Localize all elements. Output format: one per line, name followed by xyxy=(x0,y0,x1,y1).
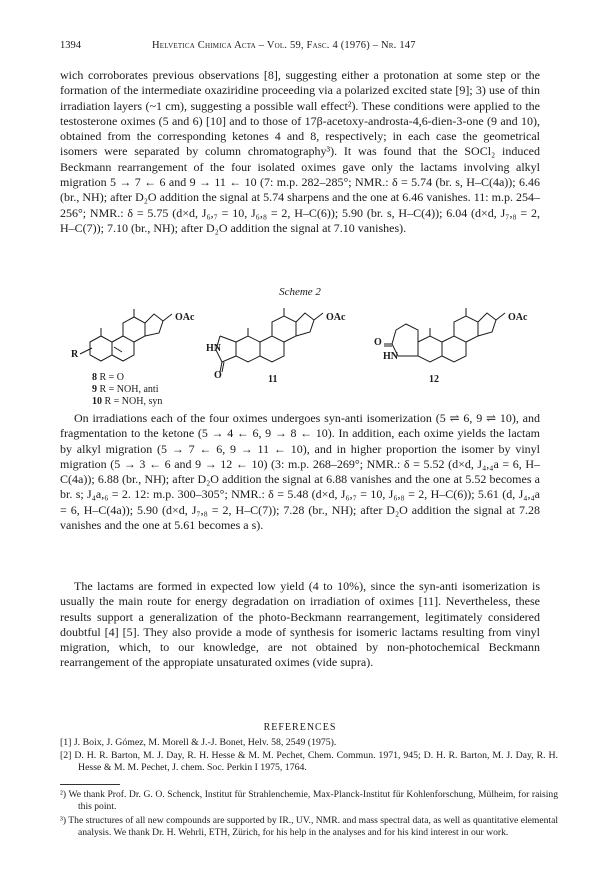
scheme-2-structures xyxy=(60,300,540,395)
lactam-structure-11 xyxy=(216,308,323,372)
compound-description: R = O xyxy=(99,372,125,383)
hn-label-12: HN xyxy=(383,351,398,362)
lactam-structure-12 xyxy=(384,308,505,362)
paragraph-2: On irradiations each of the four oximes undergoes syn-anti isomerization (5 ⇌ 6, 9 ⇌ 10), and fragmentation to the ketone (5 → 4 ← 6, 9 → 8 ← 10). In addition, each oxime yields the lactam by alkyl migration (5 → 7 ← 6, 9 → 11 ← 10), and in higher proportion the isomer by vinyl migration (5 → 3 ← 6 and 9 → 12 ← 10) (3: m.p. 268–269°; NMR.: δ = 5.52 (d×d, J₄,₄a = 6, H–C(4a)); 6.88 (br., NH); after D₂O addition the signal at 6.88 vanishes and the one at 5.52 becomes a br. s; J₄a,₆ = 2. 12: m.p. 300–305°; NMR.: δ = 5.48 (d×d, J₆,₇ = 10, J₆,₈ = 2, H–C(6)); 5.61 (d, J₄,₄a = 6, H–C(4a)); 5.90 (d×d, J₇,₈ = 2, H–C(7)); 7.28 (br., NH); after D₂O addition the signal at 7.28 vanishes and the one at 5.61 becomes a s). xyxy=(60,411,540,533)
paragraph-3: The lactams are formed in expected low yield (4 to 10%), since the syn-anti isomerization is usually the main route for energy degradation on irradiation of oximes [11]. Nevertheless, these results support a generalization of the photo-Beckmann rearrangement, legitimately considered doubtful [4] [5]. They also provide a mode of synthesis for isomeric lactams resulting from vinyl migration, which, to our knowledge, are not obtained by non-photochemical Beckmann rearrangement of the appropiate unsaturated oximes (vide supra). xyxy=(60,579,540,670)
scheme-title: Scheme 2 xyxy=(279,286,321,298)
hn-label-11: HN xyxy=(206,343,221,354)
oac-label-8: OAc xyxy=(175,312,195,323)
compound-description: R = NOH, anti xyxy=(99,384,159,395)
reference-1: [1] J. Boix, J. Gómez, M. Morell & J.-J. Bonet, Helv. 58, 2549 (1975). xyxy=(60,737,337,748)
page-number: 1394 xyxy=(60,40,81,51)
footnote-rule xyxy=(60,784,120,785)
compound-legend-8 xyxy=(92,372,124,383)
compound-number-12: 12 xyxy=(429,374,439,385)
compound-number-11: 11 xyxy=(268,374,278,385)
compound-number: 9 xyxy=(92,384,97,395)
reference-2: [2] D. H. R. Barton, M. J. Day, R. H. Hesse & M. M. Pechet, Chem. Commun. 1971, 945; D. H. R. Barton, M. J. Day, R. H. Hesse & M. M. Pechet, J. chem. Soc. Perkin I 1975, 1764. xyxy=(60,750,558,773)
footnote-3: ³) The structures of all new compounds are supported by IR., UV., NMR. and mass spectral data, as well as quantitative elemental analysis. We thank Dr. H. Wehrli, ETH, Zürich, for his help in the analyses and for his kind interest in our work. xyxy=(60,815,558,838)
footnote-2: ²) We thank Prof. Dr. G. O. Schenck, Institut für Strahlenchemie, Max-Planck-Institut für Kohlenforschung, Mülheim, for raising this point. xyxy=(60,789,558,812)
o-label-11: O xyxy=(214,370,222,381)
oac-label-12: OAc xyxy=(508,312,528,323)
page-header xyxy=(60,40,540,54)
compound-legend-9 xyxy=(92,384,158,395)
r-label: R xyxy=(71,349,79,360)
compound-number: 10 xyxy=(92,396,102,407)
o-label-12: O xyxy=(374,337,382,348)
paragraph-1: wich corroborates previous observations [8], suggesting either a protonation at some step or the formation of the intermediate oxaziridine proceeding via a polarized excited state [9]; 3) use of thin irradiation layers (~1 cm), suggesting a possible wall effect²). These conditions were applied to the testosterone oximes (5 and 6) [10] and to those of 17β-acetoxy-androsta-4,6-dien-3-one (9 and 10), obtained from the corresponding ketones 4 and 8, respectively; in each case the geometrical isomers were separated by column chromatography³). It was found that the SOCl₂ induced Beckmann rearrangement of the four isolated oximes gave only the lactams involving alkyl migration 5 → 7 ← 6 and 9 → 11 ← 10 (7: m.p. 282–285°; NMR.: δ = 5.74 (br. s, H–C(4a)); 6.46 (br., NH); after D₂O addition the signal at 5.74 sharpens and the one at 6.46 vanishes. 11: m.p. 254–256°; NMR.: δ = 5.75 (d×d, J₆,₇ = 10, J₆,₈ = 2, H–C(6)); 5.90 (br. s, H–C(4)); 6.04 (d×d, J₇,₈ = 2, H–C(7)); 7.10 (br., NH); after D₂O addition the signal at 7.10 vanishes). xyxy=(60,68,540,235)
compound-number: 8 xyxy=(92,372,97,383)
steroid-structure-8-9-10 xyxy=(80,309,172,361)
references-heading: REFERENCES xyxy=(263,722,337,733)
running-title: Helvetica Chimica Acta – Vol. 59, Fasc. 4 (1976) – Nr. 147 xyxy=(152,40,416,51)
compound-legend-10 xyxy=(92,396,162,407)
oac-label-11: OAc xyxy=(326,312,346,323)
compound-description: R = NOH, syn xyxy=(104,396,163,407)
